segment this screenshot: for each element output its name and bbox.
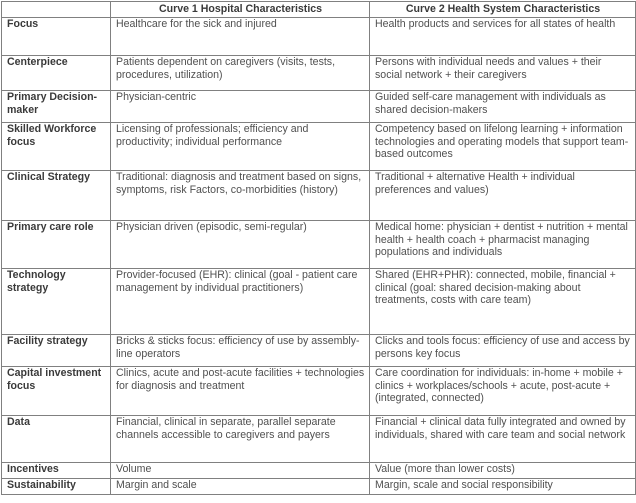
curve2-cell: Competency based on lifelong learning + information technologies and operating models that support team-based outcomes xyxy=(370,123,636,171)
row-label: Clinical Strategy xyxy=(2,171,111,221)
curve1-cell: Bricks & sticks focus: efficiency of use by assembly-line operators xyxy=(111,335,370,367)
curve1-cell: Margin and scale xyxy=(111,479,370,495)
table-row xyxy=(2,335,636,367)
curve2-cell: Traditional + alternative Health + individual preferences and values) xyxy=(370,171,636,221)
table-row xyxy=(2,479,636,495)
curve2-cell: Value (more than lower costs) xyxy=(370,463,636,479)
table-row xyxy=(2,123,636,171)
curve1-cell: Physician driven (episodic, semi-regular) xyxy=(111,221,370,269)
curve2-cell: Shared (EHR+PHR): connected, mobile, financial + clinical (goal: shared decision-making about treatments, costs with care team) xyxy=(370,269,636,335)
table-row xyxy=(2,367,636,416)
row-label: Centerpiece xyxy=(2,56,111,91)
curve1-cell: Clinics, acute and post-acute facilities + technologies for diagnosis and treatment xyxy=(111,367,370,416)
header-corner xyxy=(2,2,111,18)
curve2-cell: Clicks and tools focus: efficiency of use and access by persons key focus xyxy=(370,335,636,367)
table-row xyxy=(2,416,636,463)
row-label: Primary care role xyxy=(2,221,111,269)
table-row xyxy=(2,171,636,221)
curve1-cell: Financial, clinical in separate, parallel separate channels accessible to caregivers and payers xyxy=(111,416,370,463)
curve1-cell: Volume xyxy=(111,463,370,479)
header-curve1: Curve 1 Hospital Characteristics xyxy=(111,2,370,18)
row-label: Sustainability xyxy=(2,479,111,495)
curve2-cell: Persons with individual needs and values + their social network + their caregivers xyxy=(370,56,636,91)
row-label: Primary Decision-maker xyxy=(2,91,111,123)
row-label: Incentives xyxy=(2,463,111,479)
curve1-cell: Healthcare for the sick and injured xyxy=(111,18,370,56)
header-row xyxy=(2,2,636,18)
table-row xyxy=(2,91,636,123)
header-curve2: Curve 2 Health System Characteristics xyxy=(370,2,636,18)
row-label: Skilled Workforce focus xyxy=(2,123,111,171)
curve2-cell: Care coordination for individuals: in-home + mobile + clinics + workplaces/schools + acute, post-acute + (integrated, connected) xyxy=(370,367,636,416)
curve1-cell: Patients dependent on caregivers (visits, tests, procedures, utilization) xyxy=(111,56,370,91)
curve1-cell: Licensing of professionals; efficiency and productivity; individual performance xyxy=(111,123,370,171)
curve1-cell: Physician-centric xyxy=(111,91,370,123)
table-row xyxy=(2,221,636,269)
curve2-cell: Guided self-care management with individuals as shared decision-makers xyxy=(370,91,636,123)
row-label: Data xyxy=(2,416,111,463)
curve2-cell: Margin, scale and social responsibility xyxy=(370,479,636,495)
curve1-cell: Provider-focused (EHR): clinical (goal - patient care management by individual practitioners) xyxy=(111,269,370,335)
table-row xyxy=(2,269,636,335)
curve2-cell: Medical home: physician + dentist + nutrition + mental health + health coach + pharmacist managing populations and individuals xyxy=(370,221,636,269)
row-label: Facility strategy xyxy=(2,335,111,367)
comparison-table xyxy=(1,1,636,495)
curve2-cell: Health products and services for all states of health xyxy=(370,18,636,56)
curve2-cell: Financial + clinical data fully integrated and owned by individuals, shared with care team and social network xyxy=(370,416,636,463)
table-row xyxy=(2,56,636,91)
row-label: Capital investment focus xyxy=(2,367,111,416)
row-label: Technology strategy xyxy=(2,269,111,335)
table-row xyxy=(2,463,636,479)
curve1-cell: Traditional: diagnosis and treatment based on signs, symptoms, risk Factors, co-morbidities (history) xyxy=(111,171,370,221)
table-row xyxy=(2,18,636,56)
row-label: Focus xyxy=(2,18,111,56)
